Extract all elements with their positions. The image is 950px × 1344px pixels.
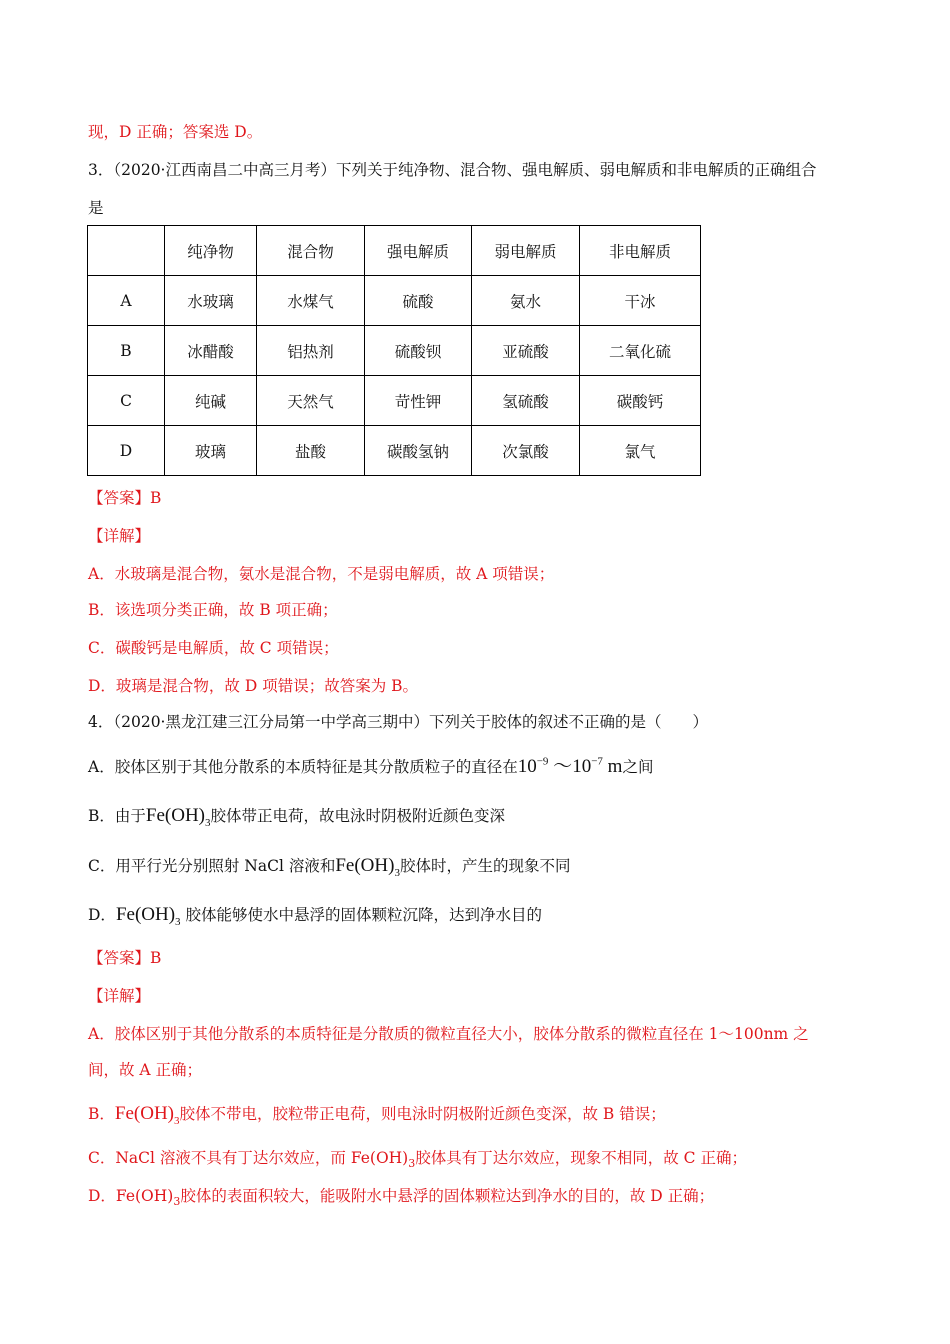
table-cell: 盐酸	[257, 426, 365, 476]
table-cell: 碳酸钙	[580, 376, 701, 426]
formula-subscript: 3	[408, 1157, 416, 1171]
option-text: A．胶体区别于其他分散系的本质特征是其分散质粒子的直径在	[88, 758, 518, 776]
table-cell: 水煤气	[257, 276, 365, 326]
table-cell: C	[88, 376, 165, 426]
option-text: 之间	[622, 758, 654, 776]
table-header: 非电解质	[580, 226, 701, 276]
feoh3-formula	[114, 1103, 180, 1127]
explanation-text: 胶体具有丁达尔效应，现象不相同，故 C 正确；	[415, 1149, 747, 1167]
table-cell: 干冰	[580, 276, 701, 326]
table-row	[88, 326, 701, 376]
table-cell: 氢硫酸	[472, 376, 580, 426]
formula-subscript: 3	[175, 915, 181, 928]
table-cell: 碳酸氢钠	[365, 426, 472, 476]
table-cell: 水玻璃	[165, 276, 257, 326]
formula-subscript: 3	[173, 1195, 181, 1209]
formula-base: 10	[572, 756, 592, 777]
explanation-3-b: B．该选项分类正确，故 B 项正确；	[88, 601, 338, 619]
table-cell: 硫酸钡	[365, 326, 472, 376]
option-4-a	[88, 757, 653, 777]
table-cell: D	[88, 426, 165, 476]
formula-base: 10	[517, 756, 537, 777]
explanation-4-b	[88, 1103, 666, 1127]
table-cell: 次氯酸	[472, 426, 580, 476]
formula-exponent: −7	[591, 755, 603, 768]
formula-text: Fe(OH)	[115, 904, 176, 925]
prev-explanation-end: 现，D 正确；答案选 D。	[88, 123, 263, 141]
formula-subscript: 3	[205, 816, 211, 829]
question-3-stem-cont: 是	[88, 199, 104, 217]
table-cell: 天然气	[257, 376, 365, 426]
explanation-4-a: A．胶体区别于其他分散系的本质特征是分散质的微粒直径大小，胶体分散系的微粒直径在 1～100nm 之	[88, 1025, 809, 1043]
formula-unit: m	[607, 756, 623, 777]
table-header-row	[88, 226, 701, 276]
feoh3-formula	[115, 904, 181, 928]
table-cell: 铝热剂	[257, 326, 365, 376]
explanation-text: D．Fe(OH)	[88, 1187, 174, 1205]
answer-4: 【答案】B	[88, 949, 162, 967]
size-range-formula	[518, 756, 623, 777]
table-cell: 二氧化硫	[580, 326, 701, 376]
option-text: 胶体能够使水中悬浮的固体颗粒沉降，达到净水目的	[185, 906, 542, 924]
table-row	[88, 376, 701, 426]
table-cell: B	[88, 326, 165, 376]
detail-heading-4: 【详解】	[88, 987, 151, 1005]
classification-table	[87, 225, 701, 476]
question-4-stem: 4．（2020·黑龙江建三江分局第一中学高三期中）下列关于胶体的叙述不正确的是（ ）	[88, 713, 708, 731]
table-cell: 氨水	[472, 276, 580, 326]
table-header: 混合物	[257, 226, 365, 276]
explanation-3-c: C．碳酸钙是电解质，故 C 项错误；	[88, 639, 339, 657]
table-cell: 亚硫酸	[472, 326, 580, 376]
option-text: 胶体时，产生的现象不同	[399, 857, 571, 875]
question-3-stem: 3．（2020·江西南昌二中高三月考）下列关于纯净物、混合物、强电解质、弱电解质和非电解质的正确组合	[88, 161, 817, 179]
detail-heading-3: 【详解】	[88, 527, 151, 545]
formula-subscript: 3	[174, 1114, 180, 1127]
table-cell: 冰醋酸	[165, 326, 257, 376]
formula-text: Fe(OH)	[145, 805, 205, 826]
table-cell: 苛性钾	[365, 376, 472, 426]
formula-text: Fe(OH)	[335, 855, 395, 876]
table-cell	[88, 226, 165, 276]
table-cell: 玻璃	[165, 426, 257, 476]
table-row	[88, 276, 701, 326]
table-header: 弱电解质	[472, 226, 580, 276]
explanation-3-a: A．水玻璃是混合物，氨水是混合物，不是弱电解质，故 A 项错误；	[88, 565, 555, 583]
feoh3-formula	[145, 805, 211, 829]
option-4-d	[88, 904, 542, 928]
table-cell: 硫酸	[365, 276, 472, 326]
option-text: D．	[88, 906, 116, 924]
explanation-text: B．	[88, 1105, 115, 1123]
formula-exponent: −9	[536, 755, 549, 768]
formula-subscript: 3	[394, 866, 400, 879]
option-text: B．由于	[88, 807, 146, 825]
explanation-text: C．NaCl 溶液不具有丁达尔效应，而 Fe(OH)	[88, 1149, 409, 1167]
table-header: 纯净物	[165, 226, 257, 276]
explanation-3-d: D．玻璃是混合物，故 D 项错误；故答案为 B。	[88, 677, 419, 695]
explanation-4-c	[88, 1148, 747, 1171]
option-text: 胶体带正电荷，故电泳时阴极附近颜色变深	[210, 807, 506, 825]
option-4-c	[88, 855, 571, 879]
answer-3: 【答案】B	[88, 489, 162, 507]
table-cell: 纯碱	[165, 376, 257, 426]
explanation-4-a-cont: 间，故 A 正确；	[88, 1061, 203, 1079]
explanation-text: 胶体不带电，胶粒带正电荷，则电泳时阴极附近颜色变深，故 B 错误；	[179, 1105, 666, 1123]
table-header: 强电解质	[365, 226, 472, 276]
table-cell: A	[88, 276, 165, 326]
formula-text: Fe(OH)	[114, 1103, 174, 1124]
formula-tilde: ～	[553, 756, 573, 777]
explanation-text: 胶体的表面积较大，能吸附水中悬浮的固体颗粒达到净水的目的，故 D 正确；	[180, 1187, 715, 1205]
table-cell: 氯气	[580, 426, 701, 476]
feoh3-formula	[335, 855, 400, 879]
explanation-4-d	[88, 1186, 715, 1209]
table-row	[88, 426, 701, 476]
option-text: C．用平行光分别照射 NaCl 溶液和	[88, 857, 336, 875]
option-4-b	[88, 805, 506, 829]
